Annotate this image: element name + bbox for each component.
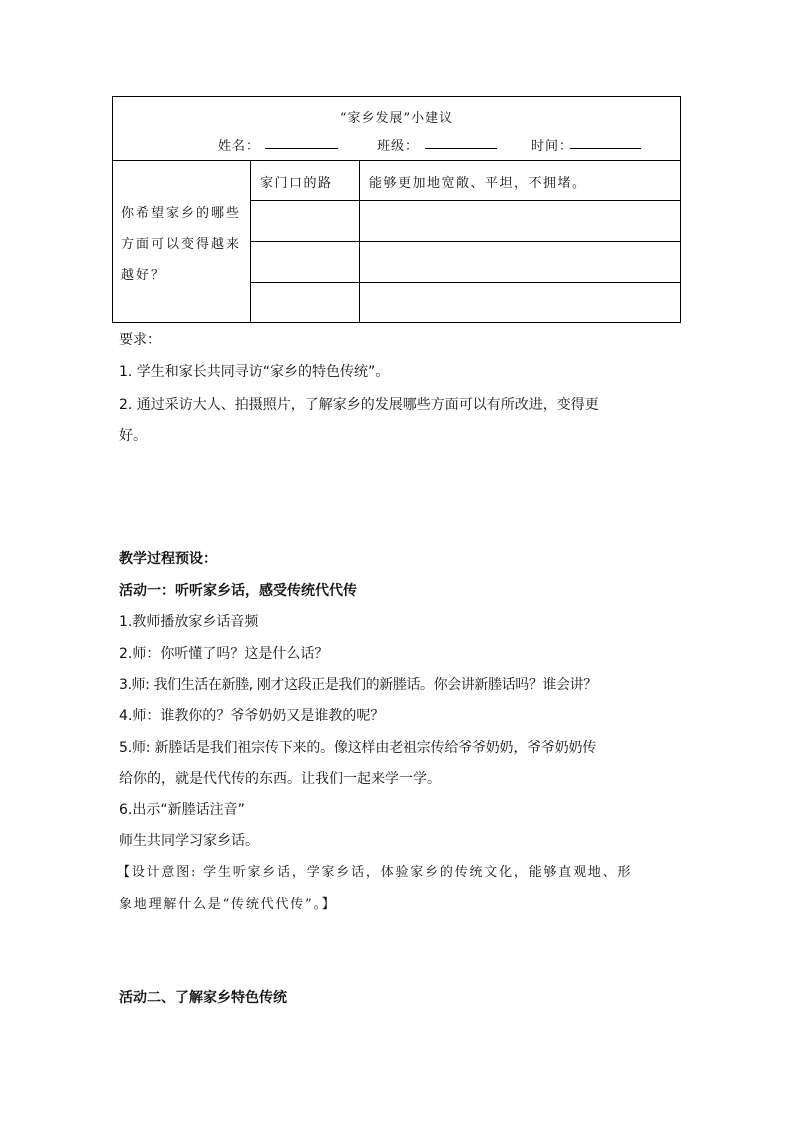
row-divider — [251, 282, 680, 283]
lesson-step: 3.师: 我们生活在新塍, 刚才这段正是我们的新塍话。你会讲新塍话吗？谁会讲？ — [119, 677, 597, 693]
time-label: 时间： — [531, 139, 574, 154]
row-divider — [251, 241, 680, 242]
design-intent-continued: 象地理解什么是“传统代代传”。】 — [119, 897, 337, 912]
suggestion-form-table — [112, 96, 681, 323]
class-label: 班级： — [377, 139, 420, 154]
lesson-step: 4.师：谁教你的？爷爷奶奶又是谁教的呢？ — [119, 708, 385, 724]
lesson-step: 5.师: 新塍话是我们祖宗传下来的。像这样由老祖宗传给爷爷奶奶，爷爷奶奶传 — [119, 740, 597, 756]
lesson-step: 1.教师播放家乡话音频 — [119, 614, 259, 630]
requirement-item-continued: 好。 — [119, 428, 147, 444]
question-text: 你希望家乡的哪些方面可以变得越来越好？ — [121, 206, 242, 283]
activity-two-title: 活动二、了解家乡特色传统 — [119, 990, 287, 1006]
lesson-step: 2.师：你听懂了吗？这是什么话？ — [119, 646, 329, 662]
lesson-step-continued: 给你的，就是代代传的东西。让我们一起来学一学。 — [119, 771, 441, 787]
row-divider — [251, 200, 680, 201]
activity-one-title: 活动一：听听家乡话，感受传统代代传 — [119, 583, 357, 599]
suggestion-cell[interactable]: 能够更加地宽敞、平坦，不拥堵。 — [369, 176, 587, 191]
name-blank[interactable] — [265, 148, 338, 149]
lesson-step: 6.出示“新塍话注音” — [119, 802, 245, 818]
time-blank[interactable] — [570, 148, 641, 149]
requirement-item: 2. 通过采访大人、拍摄照片，了解家乡的发展哪些方面可以有所改进，变得更 — [119, 397, 599, 413]
aspect-cell[interactable]: 家门口的路 — [260, 176, 333, 191]
requirements-heading: 要求： — [119, 332, 161, 348]
class-blank[interactable] — [425, 148, 497, 149]
requirement-item: 1. 学生和家长共同寻访“家乡的特色传统”。 — [119, 364, 390, 380]
question-cell — [113, 160, 251, 322]
lesson-heading: 教学过程预设： — [119, 551, 217, 567]
name-label: 姓名： — [218, 139, 261, 154]
form-header — [113, 97, 680, 161]
lesson-step: 师生共同学习家乡话。 — [119, 833, 259, 849]
form-title: “家乡发展”小建议 — [339, 111, 454, 126]
design-intent: 【设计意图: 学生听家乡话，学家乡话，体验家乡的传统文化，能够直观地、形 — [117, 865, 633, 880]
